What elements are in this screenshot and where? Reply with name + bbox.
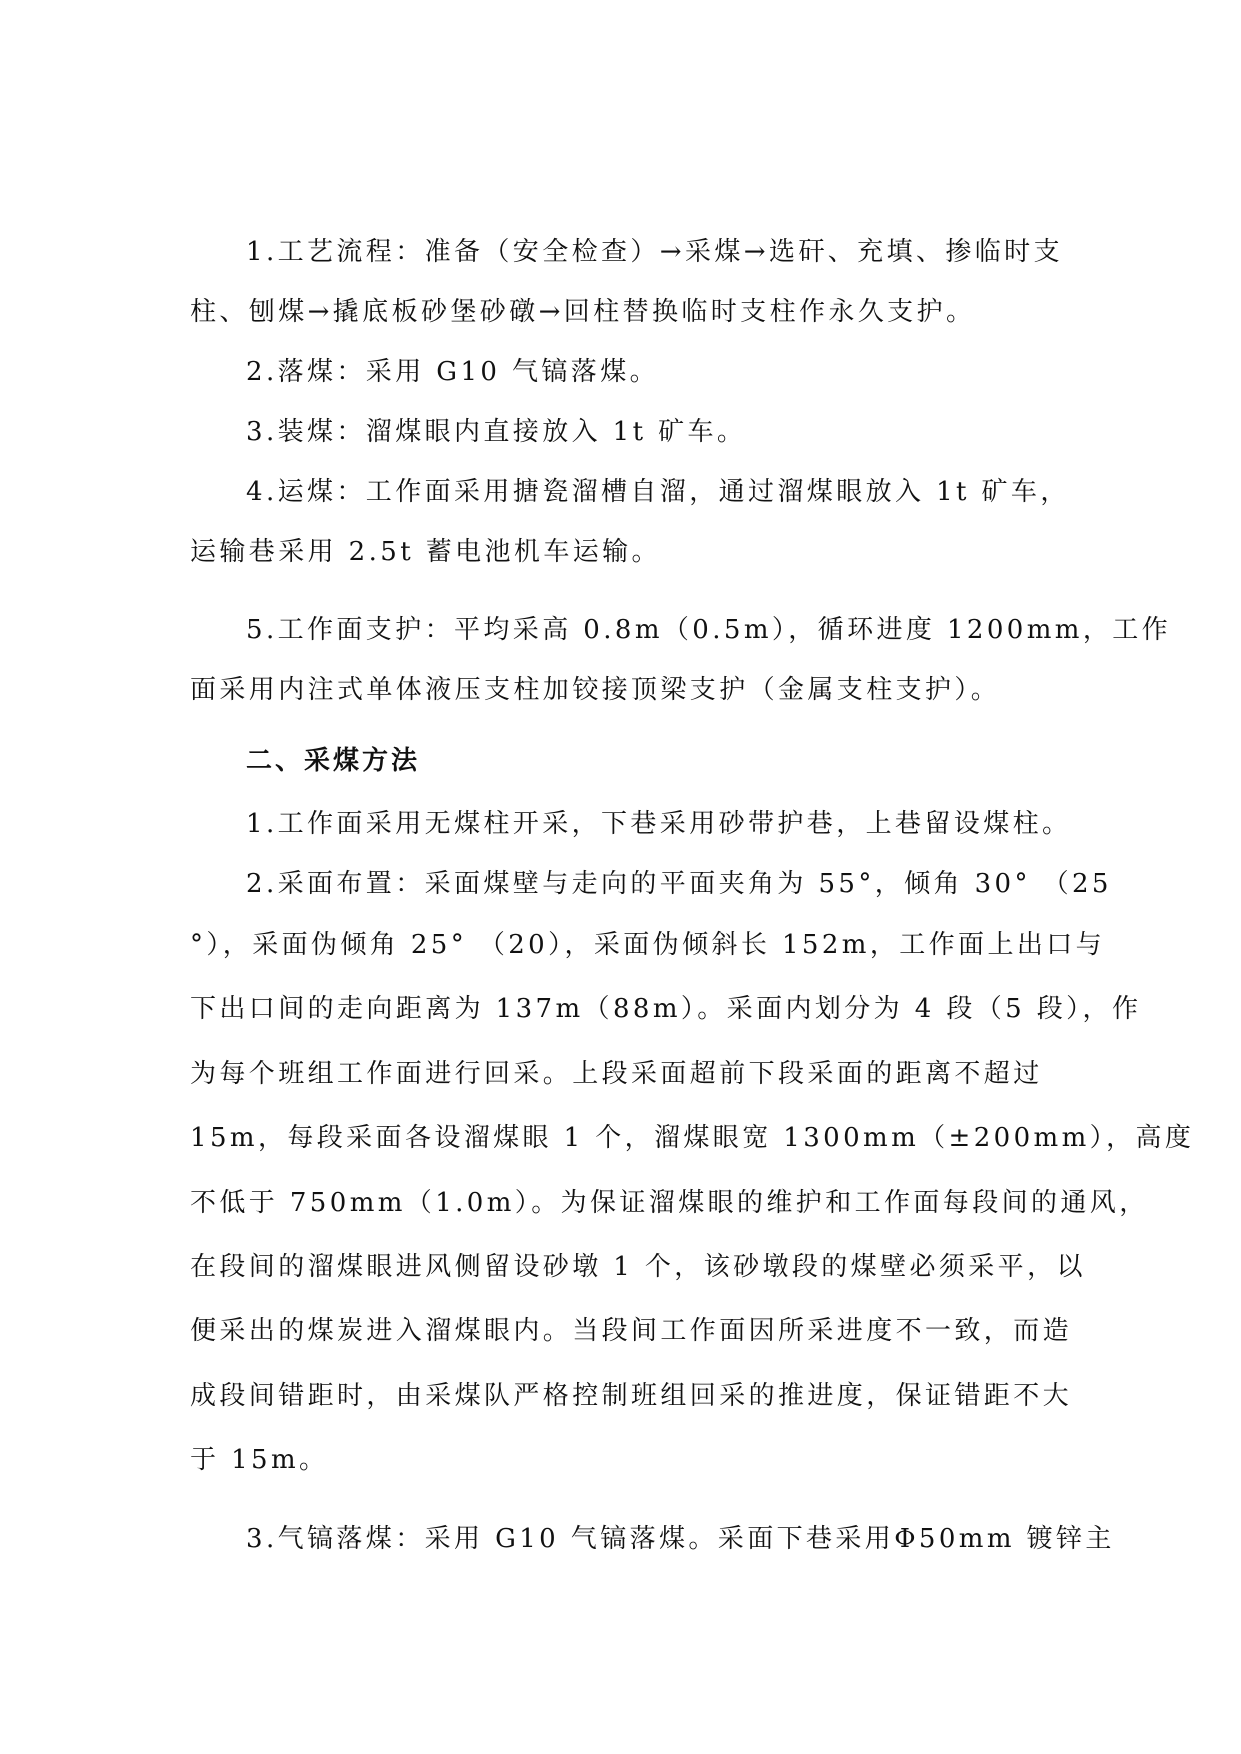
paragraph-face-layout-line-8: 便采出的煤炭进入溜煤眼内。当段间工作面因所采进度不一致，而造 [190, 1316, 1073, 1346]
paragraph-face-layout-line-5: 15m，每段采面各设溜煤眼 1 个，溜煤眼宽 1300mm（±200mm），高度 [190, 1123, 1195, 1153]
paragraph-process-flow-line-1: 1.工艺流程：准备（安全检查）→采煤→选矸、充填、掺临时支 [246, 237, 1063, 267]
paragraph-face-layout-line-3: 下出口间的走向距离为 137m（88m）。采面内划分为 4 段（5 段），作 [190, 994, 1142, 1024]
paragraph-coal-loading: 3.装煤：溜煤眼内直接放入 1t 矿车。 [246, 417, 747, 447]
paragraph-face-layout-line-1: 2.采面布置：采面煤壁与走向的平面夹角为 55°，倾角 30° （25 [246, 869, 1112, 899]
paragraph-face-layout-line-6: 不低于 750mm（1.0m）。为保证溜煤眼的维护和工作面每段间的通风， [190, 1188, 1149, 1218]
paragraph-pneumatic-pick-line-1: 3.气镐落煤：采用 G10 气镐落煤。采面下巷采用Φ50mm 镀锌主 [246, 1524, 1115, 1554]
paragraph-coal-transport-line-1: 4.运煤：工作面采用搪瓷溜槽自溜，通过溜煤眼放入 1t 矿车， [246, 477, 1070, 507]
paragraph-face-layout-line-10: 于 15m。 [190, 1445, 329, 1475]
paragraph-coal-breaking: 2.落煤：采用 G10 气镐落煤。 [246, 357, 659, 387]
paragraph-face-layout-line-9: 成段间错距时，由采煤队严格控制班组回采的推进度，保证错距不大 [190, 1381, 1073, 1411]
paragraph-face-layout-line-4: 为每个班组工作面进行回采。上段采面超前下段采面的距离不超过 [190, 1059, 1043, 1089]
paragraph-coal-transport-line-2: 运输巷采用 2.5t 蓄电池机车运输。 [190, 537, 661, 567]
paragraph-face-layout-line-2: °），采面伪倾角 25° （20），采面伪倾斜长 152m，工作面上出口与 [190, 930, 1106, 960]
paragraph-face-support-line-1: 5.工作面支护：平均采高 0.8m（0.5m），循环进度 1200mm，工作 [246, 615, 1172, 645]
section-heading-mining-method: 二、采煤方法 [246, 746, 421, 776]
paragraph-face-layout-line-7: 在段间的溜煤眼进风侧留设砂墩 1 个，该砂墩段的煤壁必须采平，以 [190, 1252, 1086, 1282]
paragraph-pillarless-mining: 1.工作面采用无煤柱开采，下巷采用砂带护巷，上巷留设煤柱。 [246, 809, 1072, 839]
paragraph-face-support-line-2: 面采用内注式单体液压支柱加铰接顶梁支护（金属支柱支护）。 [190, 675, 1001, 705]
paragraph-process-flow-line-2: 柱、刨煤→撬底板砂堡砂礅→回柱替换临时支柱作永久支护。 [190, 297, 976, 327]
